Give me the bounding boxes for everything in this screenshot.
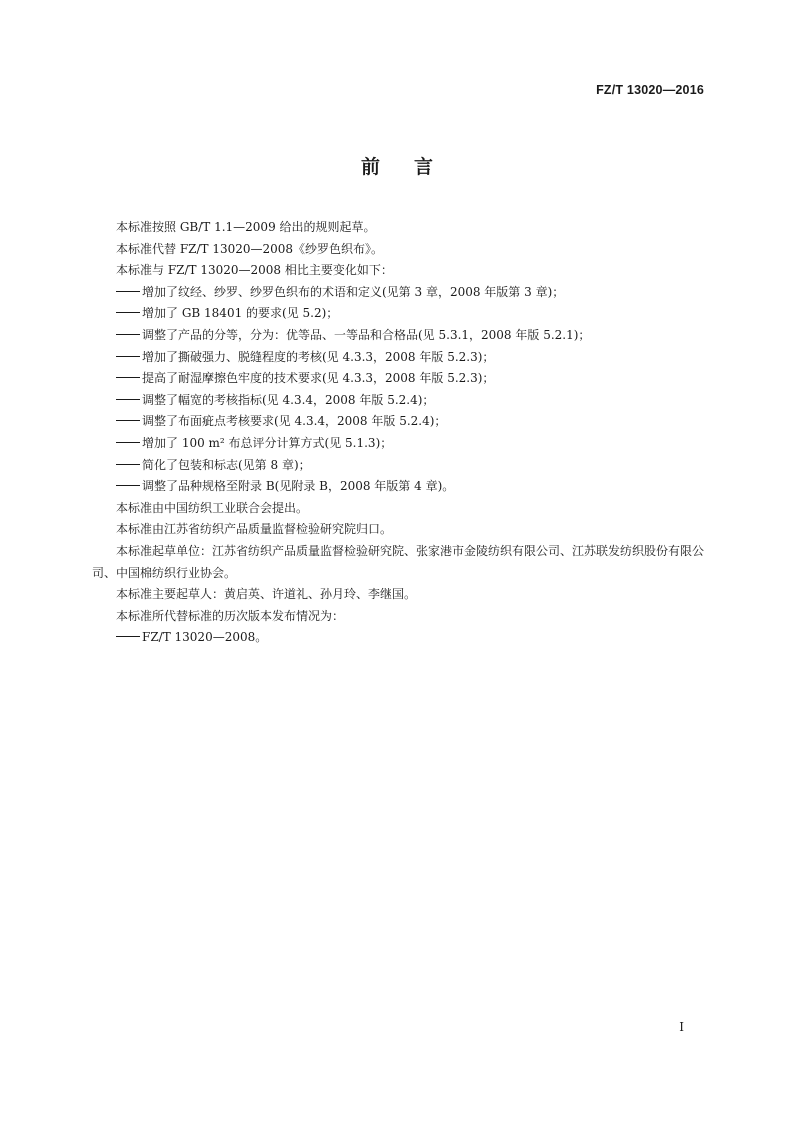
change-item: 调整了产品的分等，分为：优等品、一等品和合格品(见 5.3.1，2008 年版 5.2.1)； <box>92 325 704 347</box>
paragraph-drafting-rules: 本标准按照 GB/T 1.1—2009 给出的规则起草。 <box>116 220 376 234</box>
change-item: 调整了布面疵点考核要求(见 4.3.4，2008 年版 5.2.4)； <box>92 411 704 433</box>
dash-bullet <box>116 334 140 335</box>
change-item: 增加了撕破强力、脱缝程度的考核(见 4.3.3，2008 年版 5.2.3)； <box>92 347 704 369</box>
paragraph-replaces: 本标准代替 FZ/T 13020—2008《纱罗色织布》。 <box>116 241 384 256</box>
dash-bullet <box>116 312 140 313</box>
standard-code: FZ/T 13020—2016 <box>596 83 704 97</box>
dash-bullet <box>116 291 140 292</box>
dash-bullet <box>116 442 140 443</box>
change-item: 简化了包装和标志(见第 8 章)； <box>92 455 704 477</box>
change-item: 调整了品种规格至附录 B(见附录 B，2008 年版第 4 章)。 <box>92 476 704 498</box>
paragraph-changes-intro: 本标准与 FZ/T 13020—2008 相比主要变化如下： <box>116 263 393 278</box>
dash-bullet <box>116 420 140 421</box>
dash-bullet <box>116 356 140 357</box>
paragraph-history-intro: 本标准所代替标准的历次版本发布情况为： <box>116 608 345 623</box>
foreword-body <box>92 217 704 649</box>
paragraph-drafters: 本标准主要起草人：黄启英、许道礼、孙月玲、李继国。 <box>116 587 417 602</box>
page-number: I <box>679 1020 684 1034</box>
change-item: 增加了纹经、纱罗、纱罗色织布的术语和定义(见第 3 章，2008 年版第 3 章)； <box>92 282 704 304</box>
page-title: 前言 <box>360 156 467 178</box>
dash-bullet <box>116 377 140 378</box>
dash-bullet <box>116 636 140 637</box>
change-item: 提高了耐湿摩擦色牢度的技术要求(见 4.3.3，2008 年版 5.2.3)； <box>92 368 704 390</box>
paragraph-centralized-by: 本标准由江苏省纺织产品质量监督检验研究院归口。 <box>116 522 393 537</box>
dash-bullet <box>116 485 140 486</box>
change-item: 调整了幅宽的考核指标(见 4.3.4，2008 年版 5.2.4)； <box>92 390 704 412</box>
dash-bullet <box>116 399 140 400</box>
change-item: 增加了 GB 18401 的要求(见 5.2)； <box>92 303 704 325</box>
dash-bullet <box>116 464 140 465</box>
paragraph-drafting-units: 本标准起草单位：江苏省纺织产品质量监督检验研究院、张家港市金陵纺织有限公司、江苏联发纺织股份有限公司、中国棉纺织行业协会。 <box>92 543 705 580</box>
change-item: 增加了 100 m² 布总评分计算方式(见 5.1.3)； <box>92 433 704 455</box>
history-item: FZ/T 13020—2008。 <box>92 627 704 649</box>
paragraph-proposer: 本标准由中国纺织工业联合会提出。 <box>116 500 309 515</box>
